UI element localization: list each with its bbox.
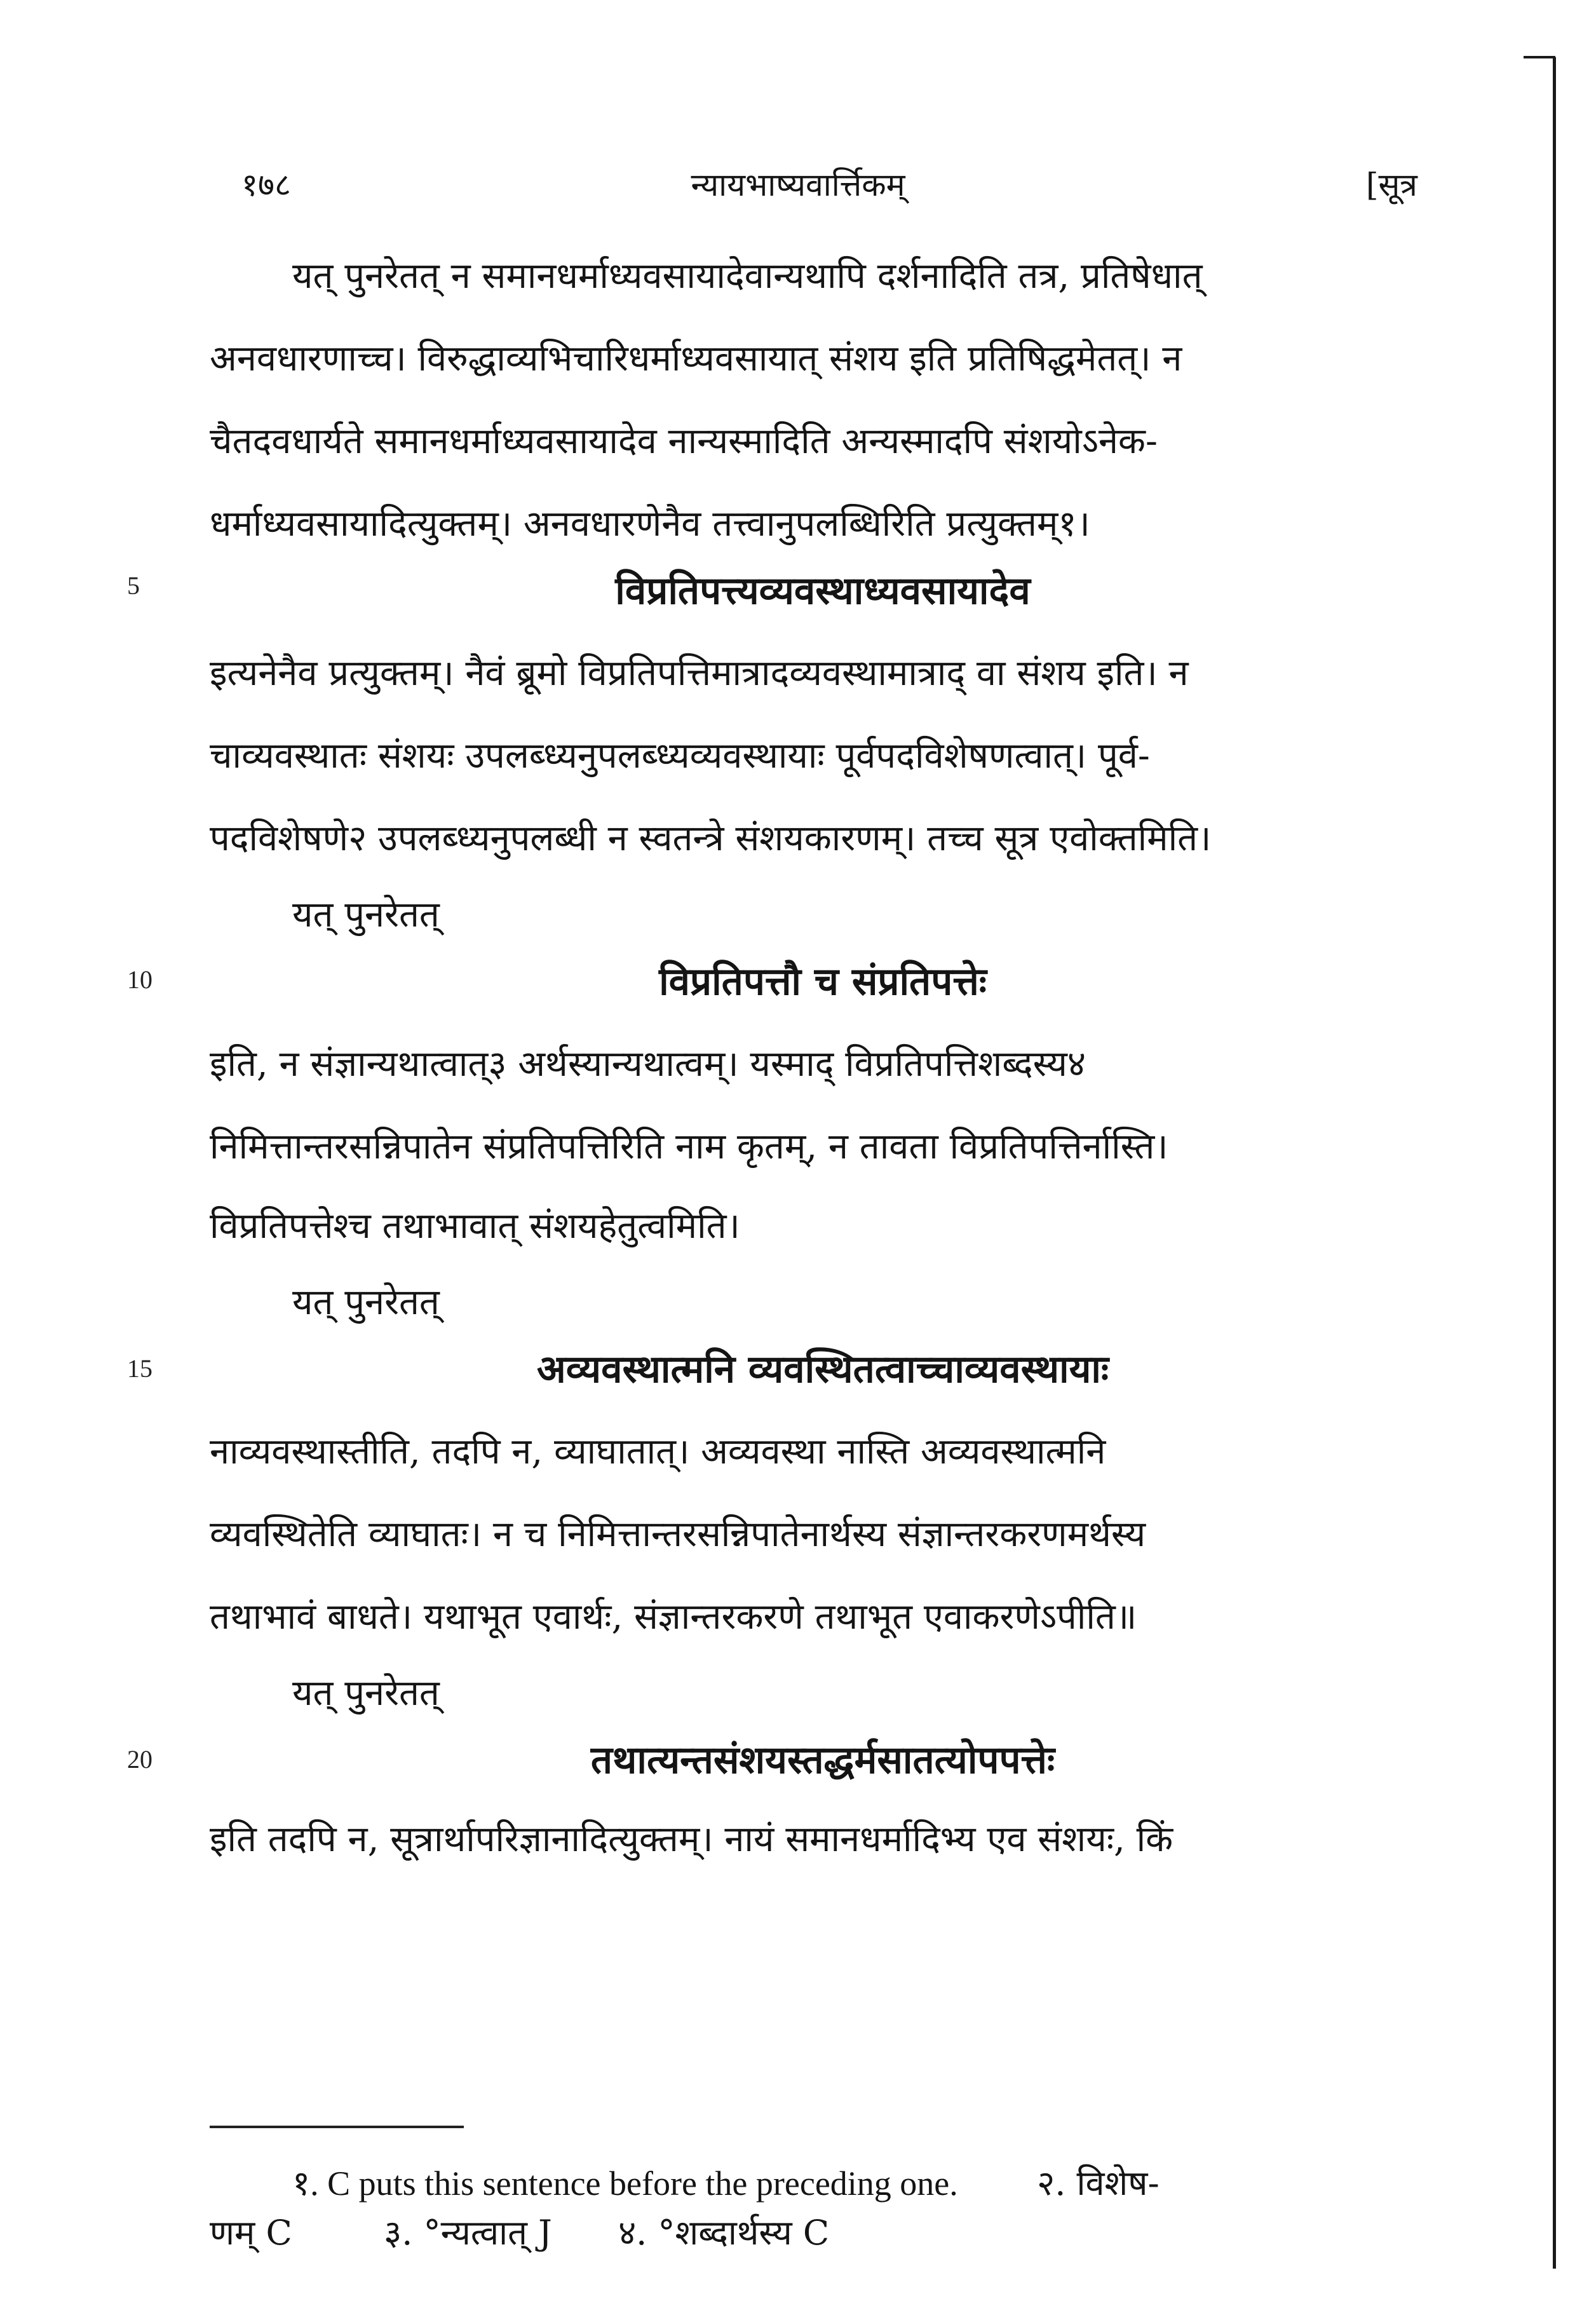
footnote-rule	[210, 2126, 464, 2128]
scan-edge-top	[1524, 56, 1555, 58]
footnote-4: ४. °शब्दार्थस्य C	[618, 2213, 830, 2253]
text-line: चैतदवधार्यते समानधर्माध्यवसायादेव नान्यस्मादिति अन्यस्मादपि संशयोऽनेक-	[210, 421, 1158, 462]
line-number: 20	[127, 1745, 152, 1774]
text-line: धर्माध्यवसायादित्युक्तम्। अनवधारणेनैव तत्त्वानुपलब्धिरिति प्रत्युक्तम्१।	[210, 503, 1090, 545]
text-line: अनवधारणाच्च। विरुद्धाव्यभिचारिधर्माध्यवसायात् संशय इति प्रतिषिद्धमेतत्। न	[210, 338, 1182, 379]
text-line: पदविशेषणे२ उपलब्ध्यनुपलब्धी न स्वतन्त्रे संशयकारणम्। तच्च सूत्र एवोक्तमिति।	[210, 818, 1212, 859]
footnote-3: ३. °न्यत्वात् J	[384, 2213, 552, 2253]
line-number: 5	[127, 571, 140, 600]
text-line: यत् पुनरेतत्	[292, 894, 440, 935]
sutra-heading: तथात्यन्तसंशयस्तद्धर्मसातत्योपपत्तेः	[590, 1738, 1055, 1782]
text-line: यत् पुनरेतत्	[292, 1282, 440, 1323]
text-line: इति तदपि न, सूत्रार्थापरिज्ञानादित्युक्तम्। नायं समानधर्मादिभ्य एव संशयः, किं	[210, 1819, 1173, 1860]
text-line: नाव्यवस्थास्तीति, तदपि न, व्याघातात्। अव्यवस्था नास्ति अव्यवस्थात्मनि	[210, 1431, 1106, 1472]
footnote-1: १. C puts this sentence before the preceding one.	[292, 2164, 958, 2203]
footnote-2-end: णम् C	[210, 2213, 292, 2253]
page-header	[0, 162, 1596, 213]
text-line: निमित्तान्तरसन्निपातेन संप्रतिपत्तिरिति नाम कृतम्, न तावता विप्रतिपत्तिर्नास्ति।	[210, 1126, 1168, 1167]
text-line: तथाभावं बाधते। यथाभूत एवार्थः, संज्ञान्तरकरणे तथाभूत एवाकरणेऽपीति॥	[210, 1596, 1137, 1638]
running-title: न्यायभाष्यवार्त्तिकम्	[691, 166, 905, 203]
text-line: इत्यनेनैव प्रत्युक्तम्। नैवं ब्रूमो विप्रतिपत्तिमात्रादव्यवस्थामात्राद् वा संशय इति। न	[210, 653, 1189, 694]
line-number: 10	[127, 965, 152, 994]
sutra-heading: अव्यवस्थात्मनि व्यवस्थितत्वाच्चाव्यवस्थायाः	[536, 1347, 1109, 1392]
text-line: विप्रतिपत्तेश्च तथाभावात् संशयहेतुत्वमिति।	[210, 1205, 740, 1247]
text-line: चाव्यवस्थातः संशयः उपलब्ध्यनुपलब्ध्यव्यवस्थायाः पूर्वपदविशेषणत्वात्। पूर्व-	[210, 735, 1150, 777]
page-number: १७८	[241, 166, 291, 203]
footnote-line	[292, 2161, 1436, 2206]
sutra-heading: विप्रतिपत्त्यव्यवस्थाध्यवसायादेव	[615, 569, 1031, 613]
section-tag: [सूत्र	[1366, 166, 1417, 203]
text-line: यत् पुनरेतत् न समानधर्माध्यवसायादेवान्यथापि दर्शनादिति तत्र, प्रतिषेधात्	[292, 255, 1203, 297]
text-line: यत् पुनरेतत्	[292, 1673, 440, 1714]
footnote-line	[210, 2210, 1436, 2256]
text-line: इति, न संज्ञान्यथात्वात्३ अर्थस्यान्यथात्वम्। यस्माद् विप्रतिपत्तिशब्दस्य४	[210, 1043, 1086, 1085]
scan-edge	[1553, 57, 1556, 2269]
text-line: व्यवस्थितेति व्याघातः। न च निमित्तान्तरसन्निपातेनार्थस्य संज्ञान्तरकरणमर्थस्य	[210, 1514, 1146, 1555]
line-number: 15	[127, 1354, 152, 1383]
footnote-2-start: २. विशेष-	[1037, 2163, 1160, 2203]
sutra-heading: विप्रतिपत्तौ च संप्रतिपत्तेः	[659, 960, 987, 1004]
